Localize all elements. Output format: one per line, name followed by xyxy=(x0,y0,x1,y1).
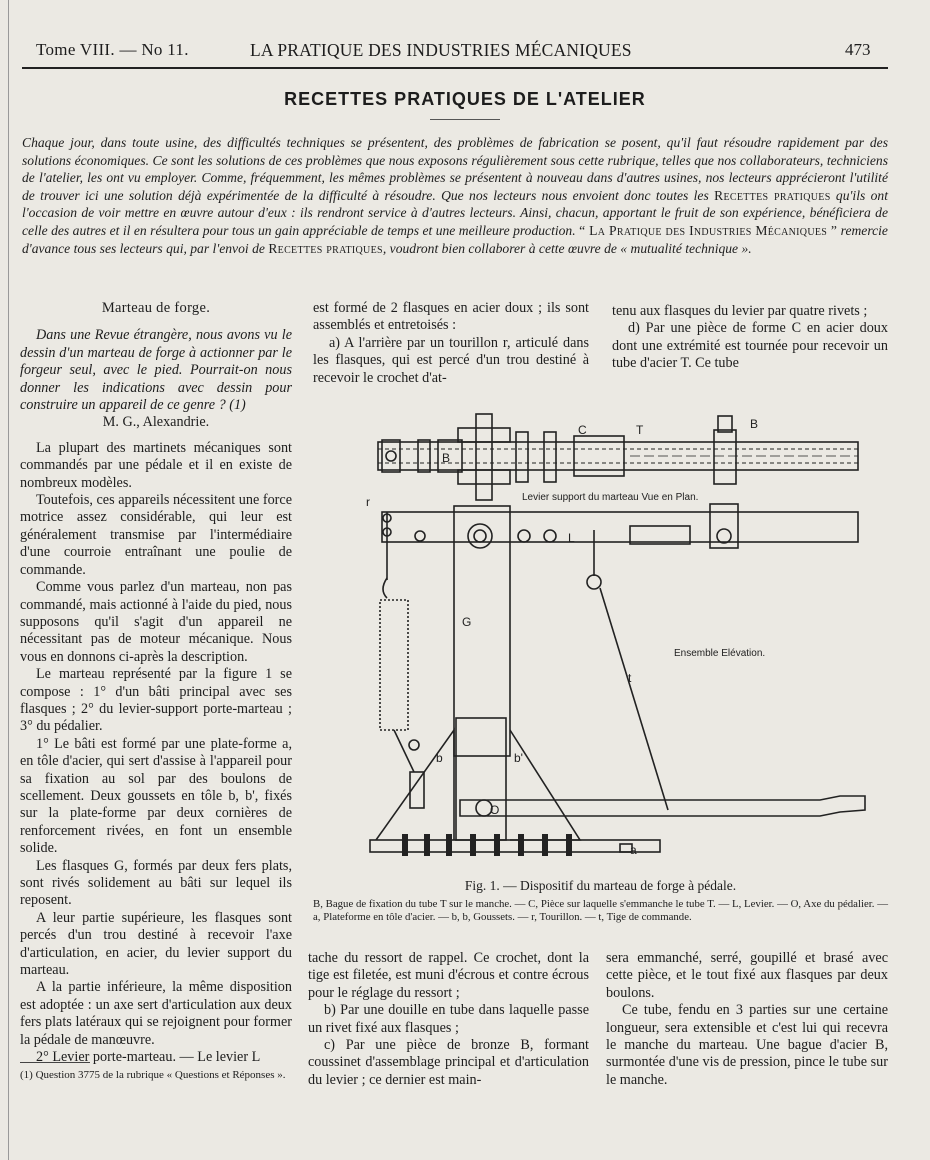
control-rod xyxy=(600,588,668,810)
figure-caption: Fig. 1. — Dispositif du marteau de forge à pédale. xyxy=(464,878,737,893)
question-signature: M. G., Alexandrie. xyxy=(102,414,210,431)
paragraph: est formé de 2 flasques en acier doux ; ils sont assemblés et entretoisés : xyxy=(313,300,589,334)
label-a: a xyxy=(630,843,637,857)
section-title: RECETTES PRATIQUES DE L'ATELIER xyxy=(284,89,646,109)
page-edge-rule xyxy=(8,0,9,1160)
paragraph: tenu aux flasques du levier par quatre rivets ; xyxy=(612,303,868,319)
paragraph: Ce tube, fendu en 3 parties sur une certaine longueur, sera extensible et c'est lui qui recevra le manche du marteau. Une bague d'acier B, surmontée d'une vis de pression, pince le tube sur le manche. xyxy=(606,1002,888,1088)
paragraph: Le marteau représenté par la figure 1 se compose : 1° d'un bâti principal avec ses flasques ; 2° du levier-support porte-marteau ; 3° du pédalier. xyxy=(20,666,292,735)
label-L: L xyxy=(568,531,575,545)
paragraph: sera emmanché, serré, goupillé et brasé avec cette pièce, et le tout fixé aux flasques par deux boulons. xyxy=(606,950,888,1001)
running-header-volume: Tome VIII. — No 11. xyxy=(36,40,189,59)
article-title: Marteau de forge. xyxy=(101,300,211,316)
intro-recettes-2: Recettes pratiques xyxy=(268,240,383,256)
paragraph: A leur partie supérieure, les flasques sont percés d'un trou destiné à recevoir l'axe d'articulation, en acier, du levier support du marteau. xyxy=(20,909,292,979)
paragraph: Les flasques G, formés par deux fers plats, sont rivés solidement au bâti sur lequel ils reposent. xyxy=(20,857,292,909)
paragraph: d) Par une pièce de forme C en acier doux dont une extrémité est tournée pour recevoir un tube d'acier T. Ce tube xyxy=(612,320,888,372)
plan-title: Levier support du marteau Vue en Plan. xyxy=(522,492,699,503)
forge-hammer-drawing xyxy=(330,400,870,870)
label-b: b xyxy=(436,751,443,765)
column-3-bottom xyxy=(606,950,888,1089)
label-C: C xyxy=(578,423,587,437)
label-t: t xyxy=(628,671,632,685)
title-rule xyxy=(430,119,500,120)
footnote-rule xyxy=(20,1062,90,1063)
paragraph: 2° Levier porte-marteau. — Le levier L xyxy=(36,1049,261,1066)
paragraph: La plupart des martinets mécaniques sont commandés par une pédale et il en existe de nombreux modèles. xyxy=(20,439,292,491)
label-G: G xyxy=(462,615,472,629)
paragraph: a) A l'arrière par un tourillon r, articulé dans les flasques, qui est percé d'un trou destiné à recevoir le crochet d'at- xyxy=(313,334,589,386)
intro-journal-name: “ La Pratique des Industries Mécaniques ” xyxy=(579,222,838,238)
column-2-top xyxy=(313,300,589,387)
column-3-top xyxy=(612,303,888,373)
base-plate xyxy=(370,840,660,852)
elevation-title: Ensemble Elévation. xyxy=(674,648,766,659)
label-B: B xyxy=(442,451,451,465)
label-r: r xyxy=(366,495,370,509)
label-B2: B xyxy=(750,417,759,431)
running-header-title: LA PRATIQUE DES INDUSTRIES MÉCANIQUES xyxy=(250,40,632,60)
label-O: O xyxy=(490,803,500,817)
paragraph: b) Par une douille en tube dans laquelle passe un rivet fixé aux flasques ; xyxy=(308,1002,589,1036)
page-number: 473 xyxy=(845,40,871,59)
paragraph: Comme vous parlez d'un marteau, non pas commandé, mais actionné à l'aide du pied, nous supposons qu'il s'agit d'un appareil ne nécessitant pas de moteur mécanique. Nous vous en donnons ci-après la description. xyxy=(20,579,292,665)
intro-recettes-1: Recettes pratiques xyxy=(714,187,831,203)
paragraph: Toutefois, ces appareils nécessitent une force motrice assez considérable, qui leur est généralement transmise par l'intermédiaire d'une courroie entraînant une poulie de commande. xyxy=(20,492,292,578)
paragraph: A la partie inférieure, la même disposition est adoptée : un axe sert d'articulation aux deux fers plats latéraux qui se rejoignent pour former la pédale de manœuvre. xyxy=(20,979,292,1048)
pedal xyxy=(460,796,865,816)
label-T: T xyxy=(636,423,644,437)
label-b-prime: b' xyxy=(514,751,523,765)
figure-legend: B, Bague de fixation du tube T sur le manche. — C, Pièce sur laquelle s'emmanche le tube T. — L, Levier. — O, Axe du pédalier. — a, Plateforme en tôle d'acier. — b, b, Goussets. — r, Tourillon. — t, Tige de commande. xyxy=(313,898,888,923)
return-spring xyxy=(380,600,408,730)
paragraph: 1° Le bâti est formé par une plate-forme a, en tôle d'acier, qui sert d'assise à l'appareil pour sa fixation au sol par des boulons de scellement. Deux goussets en tôle b, b', fixés sur la plate-forme par deux cornières de renforcement rivées, en font un ensemble solide. xyxy=(20,735,292,857)
footnote: (1) Question 3775 de la rubrique « Questions et Réponses ». xyxy=(20,1069,286,1081)
header-rule xyxy=(22,67,888,69)
paragraph: c) Par une pièce de bronze B, formant coussinet d'assemblage principal et d'articulation du levier ; ce dernier est main- xyxy=(308,1037,589,1088)
paragraph: tache du ressort de rappel. Ce crochet, dont la tige est filetée, est muni d'écrous et contre écrous pour le réglage du ressort ; xyxy=(308,950,589,1001)
column-2-bottom xyxy=(308,950,589,1089)
intro-paragraph: Chaque jour, dans toute usine, des difficultés techniques se présentent, des problèmes de fabrication se posent, qu'il faut résoudre rapidement par des solutions économiques. Ce sont les solutions de ces problèmes que nous exposons régulièrement sous cette rubrique, telles que nos collaborateurs, techniciens de l'atelier, les ont vu employer. Comme, fréquemment, les mêmes problèmes se présentent à nouveau dans d'autres usines, nos lecteurs apprécieront l'utilité de trouver ici une solution déjà expérimentée de la difficulté à résoudre. Que nos lecteurs nous envoient donc toutes les Recettes pratiques qu'ils ont l'occasion de voir mettre en œuvre autour d'eux : ils rendront service à d'autres lecteurs. Ainsi, chacun, apportant le fruit de son expérience, bénéficiera de celle des autres et il en résultera pour tous un gain appréciable de temps et une meilleure production. “ La Pratique des Industries Mécaniques ” remercie d'avance tous ses lecteurs qui, par l'envoi de Recettes pratiques, voudront bien collaborer à cette œuvre de « mutualité technique ». xyxy=(22,135,888,256)
reader-question: Dans une Revue étrangère, nous avons vu le dessin d'un marteau de forge à actionner par le forgeur seul, avec le pied. Pourrait-on nous donner les indications avec dessin pour construire un appareil de ce genre ? (1) xyxy=(20,327,292,414)
column-1 xyxy=(20,300,292,1066)
